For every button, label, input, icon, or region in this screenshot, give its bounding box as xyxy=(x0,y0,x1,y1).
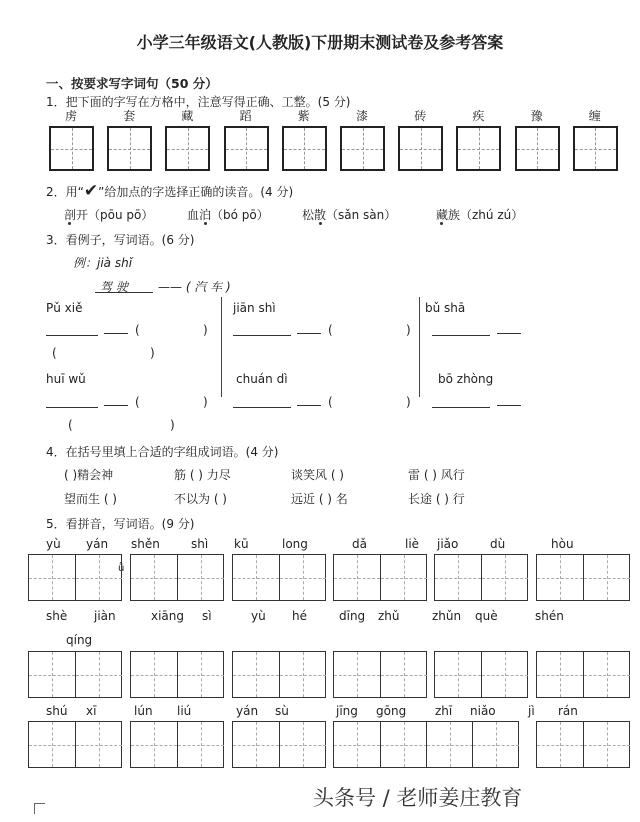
q4-item: 不以为 ( ) xyxy=(174,492,227,506)
q4-prompt: 4．在括号里填上合适的字组成词语。(4 分) xyxy=(46,445,279,459)
writing-grid[interactable] xyxy=(107,126,152,171)
q3-pinyin: bō zhòng xyxy=(438,372,494,386)
q1-char: 蹈 xyxy=(239,109,252,123)
q5-pinyin: shěn xyxy=(131,537,160,551)
writing-cell[interactable] xyxy=(472,722,519,767)
word-writing-box xyxy=(232,554,326,601)
writing-cell[interactable] xyxy=(177,652,224,697)
writing-grid[interactable] xyxy=(340,126,385,171)
writing-grid[interactable] xyxy=(49,126,94,171)
dash xyxy=(497,333,521,334)
writing-cell[interactable] xyxy=(334,722,380,767)
word-writing-box xyxy=(333,721,519,768)
q5-pinyin: sì xyxy=(202,609,212,623)
q3-pinyin: bǔ shā xyxy=(425,301,466,315)
writing-cell[interactable] xyxy=(334,555,380,600)
q1-char: 漆 xyxy=(356,109,369,123)
page-corner-mark xyxy=(34,803,45,814)
q5-pinyin: què xyxy=(475,609,498,623)
word-writing-box xyxy=(434,554,528,601)
dash xyxy=(297,333,321,334)
word-writing-box xyxy=(333,554,427,601)
page-title: 小学三年级语文(人教版)下册期末测试卷及参考答案 xyxy=(136,33,504,52)
q1-char: 豫 xyxy=(530,109,543,123)
q5-pinyin: niǎo xyxy=(470,704,496,718)
q5-pinyin: rán xyxy=(558,704,578,718)
writing-cell[interactable] xyxy=(435,555,481,600)
q5-pinyin-fragment: ǜ xyxy=(118,563,125,574)
writing-grid[interactable] xyxy=(398,126,443,171)
q5-pinyin: zhī xyxy=(435,704,453,718)
word-writing-box xyxy=(130,651,224,698)
answer-line xyxy=(233,407,291,408)
writing-cell[interactable] xyxy=(177,555,224,600)
emphasis-dot xyxy=(319,222,322,225)
q2-prompt-pre: 2．用“ xyxy=(46,185,84,199)
close-paren: ) xyxy=(150,346,155,360)
q5-pinyin: yù xyxy=(46,537,61,551)
answer-line xyxy=(432,407,490,408)
word-writing-box xyxy=(130,554,224,601)
writing-cell[interactable] xyxy=(380,652,427,697)
close-paren: ) xyxy=(406,323,411,337)
q5-pinyin: hòu xyxy=(551,537,574,551)
writing-cell[interactable] xyxy=(583,555,630,600)
q5-prompt: 5．看拼音，写词语。(9 分) xyxy=(46,517,195,531)
q5-pinyin: jiǎo xyxy=(437,537,459,551)
emphasis-dot xyxy=(68,222,71,225)
q2-item: 剖开（pōu pō） xyxy=(64,208,154,222)
writing-cell[interactable] xyxy=(481,555,528,600)
word-writing-box xyxy=(28,651,122,698)
q2-prompt xyxy=(46,181,293,201)
writing-cell[interactable] xyxy=(131,555,177,600)
open-paren: ( xyxy=(135,395,140,409)
q5-pinyin: zhǔ xyxy=(378,609,400,623)
writing-cell[interactable] xyxy=(75,555,125,600)
writing-cell[interactable] xyxy=(177,722,224,767)
open-paren: ( xyxy=(52,346,57,360)
q1-char: 砖 xyxy=(414,109,427,123)
q5-pinyin: shì xyxy=(191,537,209,551)
dash xyxy=(297,405,321,406)
q1-char: 套 xyxy=(123,109,136,123)
answer-line xyxy=(46,335,98,336)
writing-cell[interactable] xyxy=(75,652,122,697)
q5-pinyin: shè xyxy=(46,609,68,623)
writing-cell[interactable] xyxy=(380,722,427,767)
dash xyxy=(497,405,521,406)
q1-char: 虏 xyxy=(65,109,78,123)
q4-item: 远近 ( ) 名 xyxy=(291,492,348,506)
q5-pinyin: xiāng xyxy=(151,609,185,623)
word-writing-box xyxy=(28,721,122,768)
answer-line xyxy=(233,335,291,336)
q5-pinyin: jì xyxy=(528,704,535,718)
writing-cell[interactable] xyxy=(279,555,326,600)
q5-pinyin: long xyxy=(282,537,308,551)
dash xyxy=(104,333,128,334)
q1-char: 缠 xyxy=(588,109,601,123)
writing-cell[interactable] xyxy=(537,652,583,697)
q1-prompt: 1．把下面的字写在方格中，注意写得正确、工整。(5 分) xyxy=(46,95,351,109)
q5-pinyin: shú xyxy=(46,704,68,718)
q5-pinyin: zhǔn xyxy=(432,609,462,623)
q3-example-answer: —— ( 汽 车 ) xyxy=(158,280,231,294)
word-writing-box xyxy=(130,721,224,768)
writing-cell[interactable] xyxy=(537,555,583,600)
q5-pinyin: liú xyxy=(177,704,192,718)
writing-cell[interactable] xyxy=(279,652,326,697)
writing-cell[interactable] xyxy=(75,722,122,767)
q5-pinyin: yán xyxy=(236,704,259,718)
answer-line xyxy=(432,335,490,336)
emphasis-dot xyxy=(440,222,443,225)
q4-item: 雷 ( ) 风行 xyxy=(408,468,465,482)
q2-prompt-post: ”给加点的字选择正确的读音。(4 分) xyxy=(98,185,294,199)
writing-cell[interactable] xyxy=(131,722,177,767)
q5-pinyin: hé xyxy=(292,609,307,623)
writing-grid[interactable] xyxy=(165,126,210,171)
word-writing-box xyxy=(333,651,427,698)
q4-item: 长途 ( ) 行 xyxy=(408,492,465,506)
word-writing-box xyxy=(434,651,528,698)
writing-cell[interactable] xyxy=(583,722,630,767)
writing-cell[interactable] xyxy=(435,652,481,697)
q1-char: 疾 xyxy=(472,109,485,123)
column-divider xyxy=(419,297,420,397)
q3-example-pinyin: 例：jià shǐ xyxy=(73,256,133,270)
writing-cell[interactable] xyxy=(380,555,427,600)
word-writing-box xyxy=(536,721,630,768)
q3-pinyin: Pǔ xiě xyxy=(46,301,83,315)
writing-grid[interactable] xyxy=(456,126,501,171)
q5-pinyin: jīng xyxy=(336,704,358,718)
q5-pinyin: liè xyxy=(405,537,420,551)
writing-cell[interactable] xyxy=(131,652,177,697)
q5-pinyin: dīng xyxy=(339,609,366,623)
writing-cell[interactable] xyxy=(29,652,75,697)
q5-pinyin: yán xyxy=(86,537,109,551)
writing-cell[interactable] xyxy=(233,652,279,697)
q5-pinyin: dù xyxy=(490,537,506,551)
q3-pinyin: huī wǔ xyxy=(46,372,86,386)
writing-grid[interactable] xyxy=(224,126,269,171)
close-paren: ) xyxy=(203,395,208,409)
word-writing-box xyxy=(232,721,326,768)
q3-example-word: 驾 驶 xyxy=(100,280,128,294)
q2-item: 藏族（zhú zú） xyxy=(436,208,524,222)
writing-cell[interactable] xyxy=(583,652,630,697)
open-paren: ( xyxy=(135,323,140,337)
q1-char: 紫 xyxy=(297,109,310,123)
close-paren: ) xyxy=(170,418,175,432)
emphasis-dot xyxy=(204,222,207,225)
q5-pinyin: xī xyxy=(86,704,97,718)
open-paren: ( xyxy=(328,395,333,409)
q2-item: 血泊（bó pō） xyxy=(187,208,269,222)
writing-cell[interactable] xyxy=(334,652,380,697)
dash xyxy=(104,405,128,406)
q5-pinyin: lún xyxy=(134,704,153,718)
q1-char: 藏 xyxy=(181,109,194,123)
writing-grid[interactable] xyxy=(573,126,618,171)
q4-item: 望而生 ( ) xyxy=(64,492,117,506)
answer-line xyxy=(46,407,98,408)
word-writing-box xyxy=(536,554,630,601)
writing-grid[interactable] xyxy=(282,126,327,171)
q4-item: ( )精会神 xyxy=(64,468,114,482)
close-paren: ) xyxy=(203,323,208,337)
open-paren: ( xyxy=(328,323,333,337)
example-underline xyxy=(95,292,153,293)
writing-cell[interactable] xyxy=(29,555,75,600)
word-writing-box xyxy=(28,554,125,601)
q3-pinyin: jiān shì xyxy=(233,301,276,315)
writing-cell[interactable] xyxy=(279,722,326,767)
writing-cell[interactable] xyxy=(233,555,279,600)
writing-cell[interactable] xyxy=(537,722,583,767)
watermark: 头条号 / 老师姜庄教育 xyxy=(313,786,523,810)
open-paren: ( xyxy=(68,418,73,432)
q5-pinyin: yù xyxy=(251,609,266,623)
section-heading: 一、按要求写字词句（50 分） xyxy=(46,76,218,91)
writing-cell[interactable] xyxy=(233,722,279,767)
q5-pinyin: shén xyxy=(535,609,564,623)
q3-prompt: 3．看例子，写词语。(6 分) xyxy=(46,233,195,247)
q5-pinyin: sù xyxy=(275,704,289,718)
q4-item: 谈笑风 ( ) xyxy=(291,468,344,482)
writing-cell[interactable] xyxy=(426,722,473,767)
writing-grid[interactable] xyxy=(515,126,560,171)
check-icon: ✔ xyxy=(83,181,99,201)
q5-pinyin: jiàn xyxy=(94,609,116,623)
word-writing-box xyxy=(232,651,326,698)
q5-pinyin: qíng xyxy=(66,633,93,647)
close-paren: ) xyxy=(406,395,411,409)
q2-item: 松散（sǎn sàn） xyxy=(302,208,397,222)
q3-pinyin: chuán dì xyxy=(236,372,288,386)
q5-pinyin: dǎ xyxy=(352,537,367,551)
q5-pinyin: gōng xyxy=(376,704,407,718)
q5-pinyin: kū xyxy=(234,537,249,551)
word-writing-box xyxy=(536,651,630,698)
column-divider xyxy=(221,297,222,397)
q4-item: 筋 ( ) 力尽 xyxy=(174,468,231,482)
writing-cell[interactable] xyxy=(29,722,75,767)
writing-cell[interactable] xyxy=(481,652,528,697)
